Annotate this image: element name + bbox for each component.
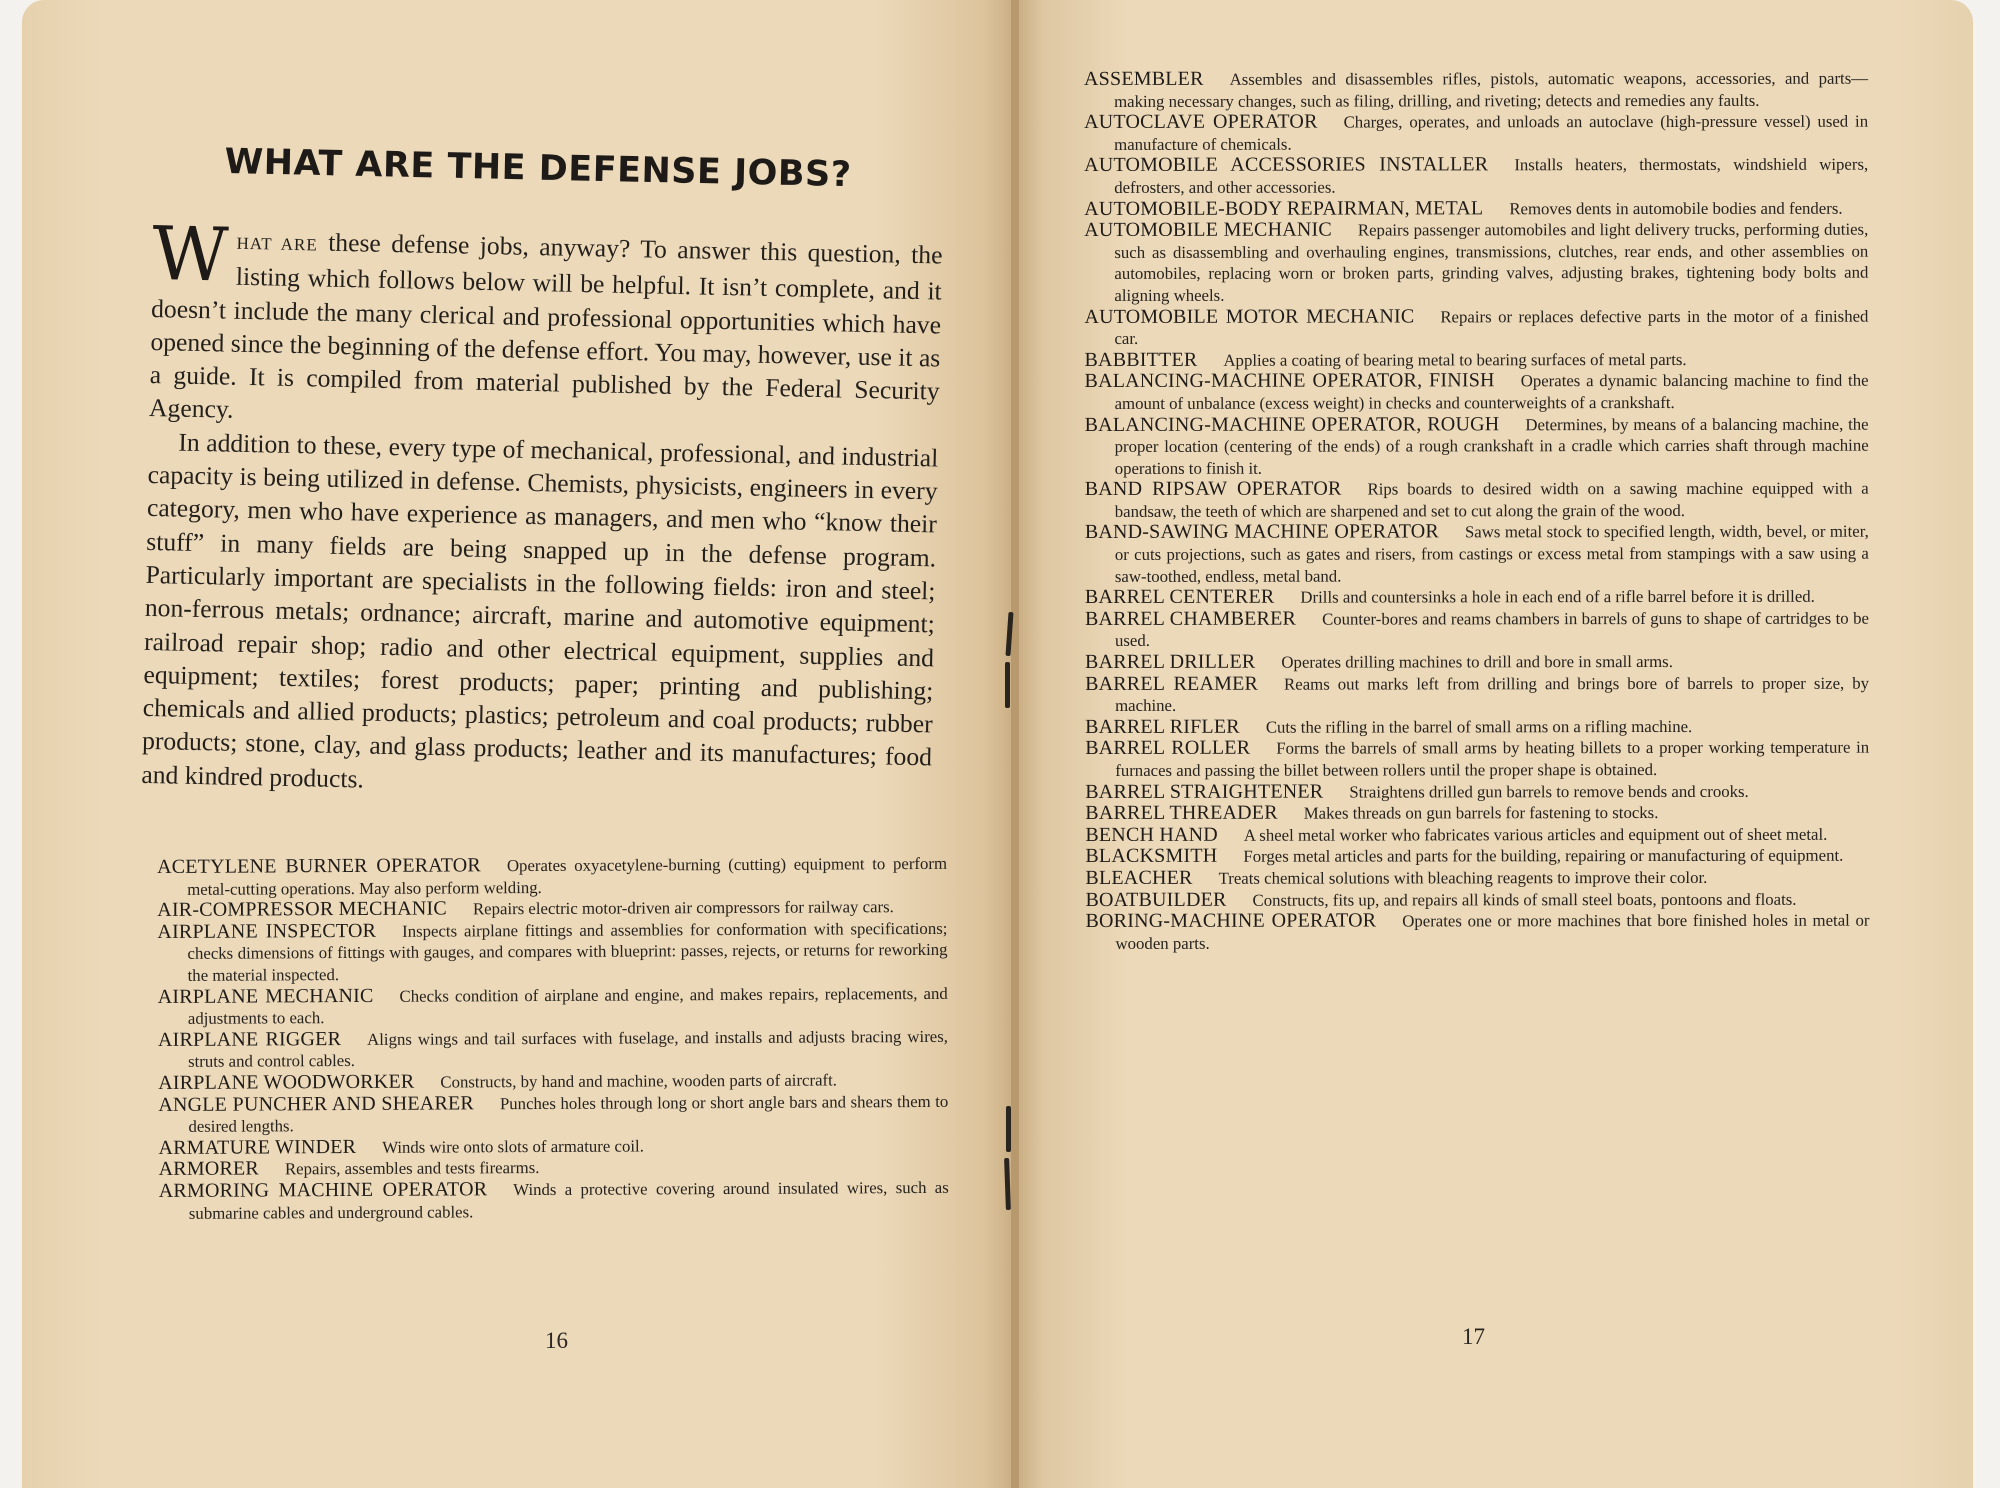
- job-entry: [1085, 672, 1869, 717]
- job-description: Winds a protective covering around insulated wires, such as submarine cables and underground cables.: [188, 1177, 949, 1223]
- page-heading: WHAT ARE THE DEFENSE JOBS?: [224, 142, 852, 196]
- job-entry: [1085, 521, 1869, 587]
- job-title: BORING-MACHINE OPERATOR: [1085, 909, 1377, 933]
- job-description: Repairs or replaces defective parts in the motor of a finished car.: [1114, 306, 1869, 349]
- job-title: AUTOCLAVE OPERATOR: [1084, 110, 1318, 134]
- job-title: BARREL THREADER: [1085, 801, 1278, 825]
- job-entry: [1084, 154, 1868, 199]
- intro-paragraph-1-text: these defense jobs, anyway? To answer this question, the listing which follows below will be helpful. It isn’t complete, and it doesn’t include the many clerical and professional opportunities which have opened since the beginning of the defense effort. You may, however, use it as a guide. It is compiled from material published by the Federal Security Agency.: [148, 227, 943, 425]
- job-description: Rips boards to desired width on a sawing machine equipped with a bandsaw, the teeth of which are sharpened and set to cut along the grain of the wood.: [1114, 478, 1869, 521]
- job-entry: [1085, 823, 1869, 846]
- job-description: Determines, by means of a balancing machine, the proper location (centering of the ends) of a rough crankshaft in a cradle which carries shaft through machine operations to finish it.: [1114, 414, 1869, 478]
- job-title: BLACKSMITH: [1085, 845, 1218, 868]
- intro-small-caps: HAT ARE: [236, 233, 318, 255]
- job-description: Constructs, fits up, and repairs all kinds of small steel boats, pontoons and floats.: [1252, 889, 1797, 910]
- job-title: BARREL ROLLER: [1085, 737, 1251, 760]
- job-entry: [1084, 348, 1868, 371]
- job-description: Operates drilling machines to drill and bore in small arms.: [1281, 652, 1673, 672]
- job-entry: [1085, 888, 1869, 911]
- job-title: ARMATURE WINDER: [158, 1135, 357, 1159]
- job-title: BAND-SAWING MACHINE OPERATOR: [1084, 520, 1439, 544]
- job-entry: [158, 1026, 948, 1073]
- job-description: A sheel metal worker who fabricates various articles and equipment out of sheet metal.: [1243, 824, 1828, 845]
- job-title: AIRPLANE WOODWORKER: [158, 1070, 415, 1094]
- job-entry: [1085, 586, 1869, 609]
- job-description: Saws metal stock to specified length, width, bevel, or miter, or cuts projections, such as gates and risers, from castings or excess metal from stampings with a saw using a saw-toothed, endless, metal band.: [1114, 522, 1869, 586]
- job-title: AUTOMOBILE MECHANIC: [1084, 218, 1332, 242]
- job-entry: [1085, 715, 1869, 738]
- job-title: AUTOMOBILE-BODY REPAIRMAN, METAL: [1084, 196, 1484, 220]
- job-description: Makes threads on gun barrels for fastening to stocks.: [1303, 803, 1659, 823]
- job-entry: [1084, 305, 1868, 350]
- job-title: AIRPLANE RIGGER: [157, 1027, 342, 1051]
- job-entry: [158, 982, 948, 1029]
- job-title: BALANCING-MACHINE OPERATOR, ROUGH: [1084, 412, 1500, 436]
- lower-staple: [1006, 1106, 1011, 1152]
- job-description: Repairs passenger automobiles and light delivery trucks, performing duties, such as disassembling and overhauling engines, transmissions, clutches, rear ends, and other assemblies on automobiles, replacing worn or broken parts, grinding valves, adjusting brakes, tightening body bolts and aligning wheels.: [1114, 219, 1869, 305]
- job-description: Repairs, assembles and tests firearms.: [284, 1158, 540, 1179]
- job-description: Winds wire onto slots of armature coil.: [382, 1136, 644, 1157]
- job-title: AUTOMOBILE MOTOR MECHANIC: [1084, 304, 1415, 328]
- job-description: Applies a coating of bearing metal to bearing surfaces of metal parts.: [1223, 349, 1687, 370]
- job-title: BLEACHER: [1085, 866, 1193, 889]
- job-entry: [1085, 607, 1869, 652]
- job-title: BOATBUILDER: [1085, 888, 1227, 911]
- job-description: Reams out marks left from drilling and brings bore of barrels to proper size, by machine.: [1115, 673, 1870, 716]
- intro-paragraph-2: In addition to these, every type of mechanical, professional, and industrial capacity is being utilized in defense. Chemists, physicists, engineers in every category, men who have experience as managers, and men who “know their stuff” in many fields are being snapped up in the defense program. Particularly important are specialists in the following fields: iron and steel; non-ferrous metals; ordnance; aircraft, marine and automotive equipment; railroad repair shop; radio and other electrical equipment, supplies and equipment; textiles; forest products; paper; printing and publishing; chemicals and allied products; plastics; petroleum and coal products; rubber products; stone, clay, and glass products; leather and its manufactures; food and kindred products.: [141, 427, 939, 794]
- job-entry: [158, 1090, 948, 1137]
- job-entry: [1085, 413, 1869, 479]
- job-title: BAND RIPSAW OPERATOR: [1084, 477, 1342, 501]
- job-description: Operates a dynamic balancing machine to find the amount of unbalance (excess weight) in checks and counterweights of a crankshaft.: [1114, 370, 1869, 413]
- job-entry: [1085, 910, 1869, 955]
- job-description: Cuts the rifling in the barrel of small arms on a rifling machine.: [1265, 716, 1693, 737]
- job-title: ASSEMBLER: [1083, 67, 1204, 90]
- job-description: Forms the barrels of small arms by heating billets to a proper working temperature in furnaces and passing the billet between rollers until the proper shape is obtained.: [1115, 738, 1870, 780]
- job-title: BENCH HAND: [1085, 823, 1218, 846]
- job-description: Drills and countersinks a hole in each end of a rifle barrel before it is drilled.: [1300, 586, 1815, 607]
- job-title: BARREL DRILLER: [1085, 650, 1256, 674]
- job-list-left: [157, 853, 949, 1224]
- job-title: AIRPLANE INSPECTOR: [157, 919, 377, 943]
- job-title: ARMORER: [158, 1157, 260, 1181]
- job-description: Assembles and disassembles rifles, pistols, automatic weapons, accessories, and parts—making necessary changes, such as filing, drilling, and riveting; detects and remedies any faults.: [1114, 68, 1869, 111]
- job-description: Treats chemical solutions with bleaching reagents to improve their color.: [1218, 867, 1708, 888]
- job-entry: [1084, 111, 1868, 156]
- job-title: BARREL CENTERER: [1084, 585, 1275, 609]
- intro-text: [141, 211, 943, 807]
- job-entry: [1085, 478, 1869, 523]
- job-description: Charges, operates, and unloads an autoclave (high-pressure vessel) used in manufacture of chemicals.: [1114, 111, 1869, 154]
- center-fold: [1011, 0, 1019, 1488]
- job-entry: [157, 918, 947, 987]
- job-title: BARREL STRAIGHTENER: [1085, 780, 1324, 803]
- job-title: BABBITTER: [1084, 348, 1198, 371]
- job-title: BARREL RIFLER: [1085, 715, 1240, 738]
- job-title: BALANCING-MACHINE OPERATOR, FINISH: [1084, 369, 1495, 393]
- job-entry: [1085, 370, 1869, 415]
- job-list-right: [1084, 68, 1870, 955]
- job-description: Counter-bores and reams chambers in barrels of guns to shape of cartridges to be used.: [1114, 608, 1869, 651]
- job-entry: [1085, 737, 1869, 782]
- job-entry: [1084, 197, 1868, 220]
- job-title: AIR-COMPRESSOR MECHANIC: [157, 897, 447, 922]
- job-entry: [1084, 68, 1868, 113]
- job-description: Inspects airplane fittings and assemblies for conformation with specifications; checks dimensions of fittings with gauges, and compares with blueprint: passes, rejects, or returns for reworking the material inspected.: [187, 918, 948, 985]
- job-description: Aligns wings and tail surfaces with fuselage, and installs and adjusts bracing wires, struts and control cables.: [188, 1026, 948, 1072]
- job-entry: [1085, 867, 1869, 890]
- job-title: AIRPLANE MECHANIC: [157, 984, 374, 1008]
- job-description: Punches holes through long or short angle bars and shears them to desired lengths.: [188, 1091, 949, 1136]
- drop-cap: W: [151, 211, 230, 299]
- job-entry: [1085, 651, 1869, 674]
- page-number-left: 16: [545, 1328, 568, 1353]
- job-description: Operates oxyacetylene-burning (cutting) equipment to perform metal-cutting operations. May also perform welding.: [187, 853, 948, 899]
- upper-staple-lower-leg: [1005, 662, 1010, 708]
- job-title: BARREL REAMER: [1085, 672, 1259, 695]
- job-title: ACETYLENE BURNER OPERATOR: [156, 854, 481, 878]
- intro-paragraph-1: [148, 211, 943, 441]
- job-description: Checks condition of airplane and engine, and makes repairs, replacements, and adjustments to each.: [187, 983, 948, 1028]
- job-description: Removes dents in automobile bodies and fenders.: [1509, 198, 1843, 218]
- job-description: Operates one or more machines that bore finished holes in metal or wooden parts.: [1115, 910, 1870, 953]
- job-title: AUTOMOBILE ACCESSORIES INSTALLER: [1084, 153, 1489, 177]
- job-title: ARMORING MACHINE OPERATOR: [158, 1178, 488, 1202]
- job-entry: [1085, 802, 1869, 825]
- job-title: BARREL CHAMBERER: [1084, 607, 1297, 630]
- job-entry: [157, 853, 947, 900]
- job-description: Repairs electric motor-driven air compressors for railway cars.: [472, 897, 894, 919]
- job-description: Installs heaters, thermostats, windshield wipers, defrosters, and other accessories.: [1114, 155, 1869, 197]
- job-entry: [1085, 780, 1869, 803]
- job-entry: [1085, 845, 1869, 868]
- job-description: Constructs, by hand and machine, wooden parts of aircraft.: [440, 1070, 838, 1092]
- job-entry: [1084, 219, 1868, 307]
- job-title: ANGLE PUNCHER AND SHEARER: [158, 1091, 474, 1116]
- job-entry: [159, 1177, 949, 1224]
- page-number-right: 17: [1462, 1324, 1485, 1349]
- job-description: Straightens drilled gun barrels to remove bends and crooks.: [1349, 781, 1749, 802]
- job-description: Forges metal articles and parts for the building, repairing or manufacturing of equipment.: [1243, 846, 1844, 867]
